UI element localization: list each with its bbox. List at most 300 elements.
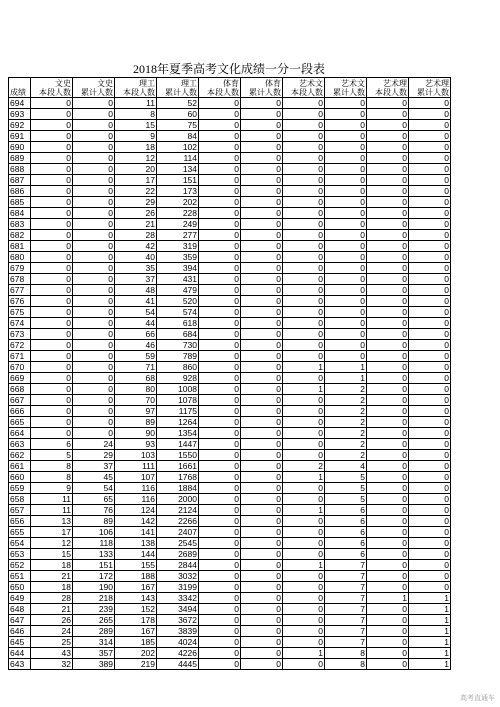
count-cell: 0 — [73, 318, 115, 329]
column-header-group: 理工 — [139, 79, 155, 88]
count-cell: 314 — [73, 637, 115, 648]
count-cell: 0 — [367, 505, 409, 516]
count-cell: 0 — [367, 626, 409, 637]
count-cell: 0 — [73, 208, 115, 219]
count-cell: 0 — [241, 615, 283, 626]
count-cell: 0 — [283, 659, 325, 670]
count-cell: 0 — [73, 98, 115, 109]
count-cell: 2 — [325, 450, 367, 461]
table-row — [9, 538, 451, 549]
count-cell: 2000 — [157, 494, 199, 505]
count-cell: 0 — [73, 373, 115, 384]
count-cell: 3494 — [157, 604, 199, 615]
table-row — [9, 549, 451, 560]
count-cell: 2545 — [157, 538, 199, 549]
count-cell: 15 — [31, 549, 73, 560]
count-cell: 8 — [115, 109, 157, 120]
count-cell: 0 — [283, 241, 325, 252]
count-cell: 265 — [73, 615, 115, 626]
score-cell: 649 — [9, 593, 31, 604]
score-cell: 694 — [9, 98, 31, 109]
column-header-label: 本段人数 — [39, 88, 71, 97]
count-cell: 20 — [115, 164, 157, 175]
count-cell: 0 — [73, 417, 115, 428]
count-cell: 12 — [115, 153, 157, 164]
count-cell: 190 — [73, 582, 115, 593]
count-cell: 1 — [409, 593, 451, 604]
count-cell: 0 — [409, 230, 451, 241]
count-cell: 0 — [409, 120, 451, 131]
table-body — [9, 98, 451, 670]
header-row — [9, 78, 451, 98]
count-cell: 124 — [115, 505, 157, 516]
count-cell: 1354 — [157, 428, 199, 439]
count-cell: 106 — [73, 527, 115, 538]
count-cell: 860 — [157, 362, 199, 373]
count-cell: 394 — [157, 263, 199, 274]
count-cell: 0 — [409, 318, 451, 329]
count-cell: 143 — [115, 593, 157, 604]
score-cell: 676 — [9, 296, 31, 307]
count-cell: 0 — [199, 208, 241, 219]
count-cell: 289 — [73, 626, 115, 637]
count-cell: 1768 — [157, 472, 199, 483]
score-cell: 653 — [9, 549, 31, 560]
count-cell: 431 — [157, 274, 199, 285]
count-cell: 41 — [115, 296, 157, 307]
count-cell: 2 — [325, 439, 367, 450]
count-cell: 0 — [241, 384, 283, 395]
count-cell: 0 — [199, 120, 241, 131]
count-cell: 0 — [199, 373, 241, 384]
score-cell: 688 — [9, 164, 31, 175]
count-cell: 0 — [241, 329, 283, 340]
count-cell: 2 — [325, 395, 367, 406]
count-cell: 26 — [31, 615, 73, 626]
count-cell: 1 — [325, 362, 367, 373]
count-cell: 0 — [367, 98, 409, 109]
count-cell: 0 — [241, 142, 283, 153]
count-cell: 118 — [73, 538, 115, 549]
table-row — [9, 593, 451, 604]
count-cell: 0 — [241, 373, 283, 384]
count-cell: 90 — [115, 428, 157, 439]
count-cell: 17 — [31, 527, 73, 538]
count-cell: 0 — [241, 340, 283, 351]
count-cell: 0 — [367, 131, 409, 142]
column-header — [325, 78, 367, 98]
count-cell: 1 — [409, 604, 451, 615]
count-cell: 2 — [325, 384, 367, 395]
count-cell: 1 — [283, 384, 325, 395]
count-cell: 0 — [409, 285, 451, 296]
count-cell: 0 — [241, 318, 283, 329]
table-row — [9, 615, 451, 626]
count-cell: 185 — [115, 637, 157, 648]
count-cell: 228 — [157, 208, 199, 219]
count-cell: 0 — [199, 241, 241, 252]
count-cell: 0 — [73, 219, 115, 230]
count-cell: 40 — [115, 252, 157, 263]
score-cell: 684 — [9, 208, 31, 219]
count-cell: 2 — [325, 428, 367, 439]
count-cell: 0 — [241, 175, 283, 186]
count-cell: 0 — [199, 384, 241, 395]
count-cell: 0 — [367, 494, 409, 505]
column-header-group: 体育 — [223, 79, 239, 88]
count-cell: 0 — [367, 604, 409, 615]
count-cell: 8 — [31, 472, 73, 483]
count-cell: 0 — [199, 428, 241, 439]
count-cell: 0 — [241, 406, 283, 417]
score-cell: 691 — [9, 131, 31, 142]
count-cell: 0 — [241, 164, 283, 175]
count-cell: 144 — [115, 549, 157, 560]
count-cell: 0 — [31, 252, 73, 263]
count-cell: 2124 — [157, 505, 199, 516]
score-cell: 693 — [9, 109, 31, 120]
count-cell: 0 — [31, 186, 73, 197]
count-cell: 0 — [31, 384, 73, 395]
count-cell: 0 — [367, 142, 409, 153]
count-cell: 0 — [283, 593, 325, 604]
column-header — [199, 78, 241, 98]
count-cell: 0 — [367, 175, 409, 186]
count-cell: 8 — [325, 648, 367, 659]
count-cell: 0 — [409, 307, 451, 318]
count-cell: 0 — [283, 373, 325, 384]
count-cell: 4024 — [157, 637, 199, 648]
count-cell: 167 — [115, 626, 157, 637]
count-cell: 93 — [115, 439, 157, 450]
count-cell: 9 — [31, 483, 73, 494]
count-cell: 37 — [73, 461, 115, 472]
count-cell: 0 — [73, 241, 115, 252]
count-cell: 7 — [325, 626, 367, 637]
count-cell: 0 — [199, 274, 241, 285]
count-cell: 0 — [241, 450, 283, 461]
count-cell: 0 — [199, 252, 241, 263]
count-cell: 0 — [283, 483, 325, 494]
count-cell: 15 — [115, 120, 157, 131]
count-cell: 0 — [325, 230, 367, 241]
table-row — [9, 571, 451, 582]
table-row — [9, 560, 451, 571]
count-cell: 0 — [367, 439, 409, 450]
count-cell: 29 — [115, 197, 157, 208]
score-cell: 651 — [9, 571, 31, 582]
count-cell: 0 — [199, 659, 241, 670]
count-cell: 0 — [283, 637, 325, 648]
count-cell: 0 — [283, 263, 325, 274]
count-cell: 0 — [283, 406, 325, 417]
count-cell: 0 — [283, 417, 325, 428]
count-cell: 0 — [283, 274, 325, 285]
count-cell: 1 — [409, 626, 451, 637]
score-cell: 680 — [9, 252, 31, 263]
score-cell: 650 — [9, 582, 31, 593]
count-cell: 389 — [73, 659, 115, 670]
count-cell: 0 — [73, 109, 115, 120]
table-row — [9, 428, 451, 439]
column-header — [241, 78, 283, 98]
count-cell: 151 — [73, 560, 115, 571]
count-cell: 0 — [367, 109, 409, 120]
count-cell: 59 — [115, 351, 157, 362]
count-cell: 76 — [73, 505, 115, 516]
count-cell: 0 — [367, 384, 409, 395]
count-cell: 0 — [199, 439, 241, 450]
count-cell: 0 — [73, 296, 115, 307]
count-cell: 0 — [325, 263, 367, 274]
count-cell: 0 — [409, 153, 451, 164]
count-cell: 44 — [115, 318, 157, 329]
count-cell: 172 — [73, 571, 115, 582]
count-cell: 0 — [283, 98, 325, 109]
table-row — [9, 494, 451, 505]
count-cell: 0 — [31, 329, 73, 340]
count-cell: 0 — [367, 318, 409, 329]
count-cell: 0 — [73, 153, 115, 164]
count-cell: 21 — [31, 604, 73, 615]
count-cell: 0 — [283, 120, 325, 131]
count-cell: 0 — [367, 417, 409, 428]
count-cell: 0 — [409, 472, 451, 483]
count-cell: 0 — [199, 626, 241, 637]
count-cell: 0 — [241, 109, 283, 120]
count-cell: 0 — [283, 252, 325, 263]
count-cell: 0 — [409, 131, 451, 142]
count-cell: 0 — [283, 307, 325, 318]
count-cell: 0 — [409, 428, 451, 439]
count-cell: 84 — [157, 131, 199, 142]
count-cell: 730 — [157, 340, 199, 351]
table-row — [9, 219, 451, 230]
score-cell: 678 — [9, 274, 31, 285]
count-cell: 0 — [367, 549, 409, 560]
count-cell: 0 — [31, 175, 73, 186]
count-cell: 0 — [367, 461, 409, 472]
table-title: 2018年夏季高考文化成绩一分一段表 — [132, 62, 325, 76]
count-cell: 0 — [31, 351, 73, 362]
count-cell: 0 — [367, 527, 409, 538]
count-cell: 46 — [115, 340, 157, 351]
score-cell: 692 — [9, 120, 31, 131]
count-cell: 0 — [367, 560, 409, 571]
table-row — [9, 296, 451, 307]
count-cell: 1 — [283, 472, 325, 483]
count-cell: 0 — [409, 384, 451, 395]
count-cell: 0 — [31, 197, 73, 208]
count-cell: 0 — [367, 483, 409, 494]
count-cell: 319 — [157, 241, 199, 252]
count-cell: 0 — [325, 164, 367, 175]
count-cell: 3839 — [157, 626, 199, 637]
score-cell: 644 — [9, 648, 31, 659]
count-cell: 0 — [241, 98, 283, 109]
count-cell: 0 — [241, 263, 283, 274]
count-cell: 1078 — [157, 395, 199, 406]
count-cell: 0 — [325, 153, 367, 164]
table-row — [9, 472, 451, 483]
table-row — [9, 241, 451, 252]
count-cell: 357 — [73, 648, 115, 659]
count-cell: 7 — [325, 593, 367, 604]
count-cell: 0 — [199, 186, 241, 197]
score-cell: 648 — [9, 604, 31, 615]
count-cell: 0 — [73, 307, 115, 318]
count-cell: 0 — [241, 593, 283, 604]
count-cell: 0 — [199, 197, 241, 208]
score-cell: 666 — [9, 406, 31, 417]
count-cell: 116 — [115, 494, 157, 505]
count-cell: 0 — [241, 461, 283, 472]
count-cell: 0 — [325, 318, 367, 329]
count-cell: 0 — [283, 329, 325, 340]
column-header — [73, 78, 115, 98]
count-cell: 0 — [367, 208, 409, 219]
count-cell: 3032 — [157, 571, 199, 582]
count-cell: 0 — [283, 516, 325, 527]
count-cell: 0 — [283, 351, 325, 362]
count-cell: 0 — [325, 296, 367, 307]
table-row — [9, 274, 451, 285]
count-cell: 0 — [31, 120, 73, 131]
count-cell: 0 — [31, 208, 73, 219]
score-cell: 673 — [9, 329, 31, 340]
count-cell: 0 — [283, 208, 325, 219]
count-cell: 1 — [409, 637, 451, 648]
column-header-label: 成绩 — [10, 88, 26, 97]
count-cell: 151 — [157, 175, 199, 186]
count-cell: 0 — [31, 395, 73, 406]
count-cell: 71 — [115, 362, 157, 373]
count-cell: 0 — [199, 142, 241, 153]
count-cell: 3672 — [157, 615, 199, 626]
count-cell: 0 — [367, 450, 409, 461]
count-cell: 80 — [115, 384, 157, 395]
table-row — [9, 197, 451, 208]
table-row — [9, 527, 451, 538]
count-cell: 0 — [325, 186, 367, 197]
count-cell: 0 — [283, 395, 325, 406]
count-cell: 173 — [157, 186, 199, 197]
count-cell: 35 — [115, 263, 157, 274]
count-cell: 0 — [73, 230, 115, 241]
count-cell: 0 — [409, 175, 451, 186]
score-cell: 647 — [9, 615, 31, 626]
count-cell: 0 — [409, 252, 451, 263]
count-cell: 0 — [241, 483, 283, 494]
score-cell: 660 — [9, 472, 31, 483]
count-cell: 0 — [199, 285, 241, 296]
count-cell: 6 — [325, 505, 367, 516]
count-cell: 0 — [199, 472, 241, 483]
count-cell: 0 — [31, 230, 73, 241]
score-cell: 665 — [9, 417, 31, 428]
count-cell: 0 — [367, 659, 409, 670]
count-cell: 141 — [115, 527, 157, 538]
count-cell: 0 — [73, 362, 115, 373]
count-cell: 0 — [31, 241, 73, 252]
count-cell: 0 — [241, 285, 283, 296]
count-cell: 17 — [115, 175, 157, 186]
count-cell: 0 — [283, 197, 325, 208]
count-cell: 0 — [199, 527, 241, 538]
count-cell: 103 — [115, 450, 157, 461]
count-cell: 1264 — [157, 417, 199, 428]
column-header-label: 本段人数 — [375, 88, 407, 97]
count-cell: 0 — [241, 637, 283, 648]
count-cell: 0 — [241, 131, 283, 142]
count-cell: 0 — [241, 571, 283, 582]
count-cell: 0 — [73, 395, 115, 406]
count-cell: 0 — [367, 373, 409, 384]
count-cell: 0 — [199, 450, 241, 461]
count-cell: 0 — [241, 120, 283, 131]
count-cell: 0 — [73, 164, 115, 175]
count-cell: 0 — [367, 153, 409, 164]
count-cell: 32 — [31, 659, 73, 670]
column-header — [283, 78, 325, 98]
count-cell: 0 — [367, 252, 409, 263]
score-cell: 682 — [9, 230, 31, 241]
table-row — [9, 142, 451, 153]
count-cell: 0 — [199, 637, 241, 648]
count-cell: 0 — [409, 549, 451, 560]
count-cell: 0 — [241, 527, 283, 538]
count-cell: 0 — [283, 285, 325, 296]
count-cell: 0 — [409, 98, 451, 109]
column-header-label: 累计人数 — [165, 88, 197, 97]
table-row — [9, 461, 451, 472]
count-cell: 0 — [409, 483, 451, 494]
count-cell: 0 — [241, 494, 283, 505]
count-cell: 11 — [31, 494, 73, 505]
count-cell: 3342 — [157, 593, 199, 604]
count-cell: 54 — [73, 483, 115, 494]
count-cell: 218 — [73, 593, 115, 604]
count-cell: 7 — [325, 637, 367, 648]
count-cell: 249 — [157, 219, 199, 230]
count-cell: 0 — [409, 373, 451, 384]
table-row — [9, 285, 451, 296]
count-cell: 6 — [325, 516, 367, 527]
score-cell: 671 — [9, 351, 31, 362]
score-cell: 659 — [9, 483, 31, 494]
count-cell: 0 — [283, 571, 325, 582]
count-cell: 0 — [367, 219, 409, 230]
count-cell: 0 — [283, 142, 325, 153]
count-cell: 0 — [199, 560, 241, 571]
score-cell: 670 — [9, 362, 31, 373]
count-cell: 1 — [409, 648, 451, 659]
table-row — [9, 483, 451, 494]
count-cell: 0 — [241, 428, 283, 439]
count-cell: 0 — [283, 175, 325, 186]
count-cell: 0 — [283, 538, 325, 549]
count-cell: 0 — [31, 417, 73, 428]
count-cell: 0 — [409, 329, 451, 340]
count-cell: 7 — [325, 571, 367, 582]
count-cell: 152 — [115, 604, 157, 615]
count-cell: 0 — [199, 329, 241, 340]
count-cell: 0 — [325, 208, 367, 219]
count-cell: 0 — [409, 406, 451, 417]
count-cell: 0 — [283, 318, 325, 329]
count-cell: 0 — [409, 362, 451, 373]
count-cell: 0 — [31, 285, 73, 296]
